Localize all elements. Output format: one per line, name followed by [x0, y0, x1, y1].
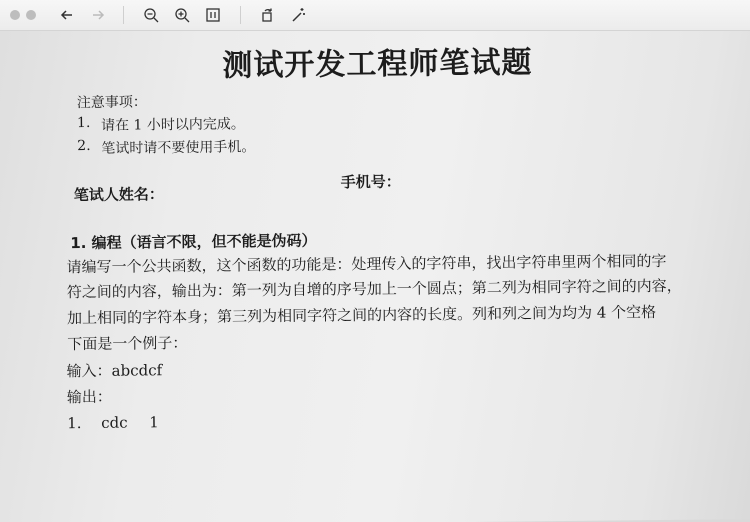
- notice-item-1-number: 1.: [76, 114, 91, 132]
- toolbar-separator: [240, 6, 241, 24]
- question-line-2: 符之间的内容，输出为：第一列为自增的序号加上一个圆点；第二列为相同字符之间的内容，: [66, 276, 682, 302]
- page-title: 测试开发工程师笔试题: [222, 45, 533, 84]
- close-icon[interactable]: [10, 10, 20, 20]
- viewer-toolbar: [0, 0, 750, 31]
- output-row-number: 1.: [67, 414, 82, 433]
- phone-number-label: 手机号：: [340, 172, 401, 192]
- notice-heading: 注意事项：: [76, 94, 147, 112]
- rotate-icon[interactable]: [256, 5, 278, 25]
- zoom-out-icon[interactable]: [140, 5, 162, 25]
- question-line-4: 下面是一个例子：: [67, 333, 188, 354]
- fit-page-icon[interactable]: [202, 5, 224, 25]
- notice-item-2-text: 笔试时请不要使用手机。: [101, 139, 256, 157]
- notice-item-1-text: 请在 1 小时以内完成。: [100, 116, 245, 134]
- example-output-label: 输出：: [66, 387, 112, 407]
- output-row-content: cdc: [101, 413, 128, 432]
- notice-item-2-number: 2.: [77, 137, 91, 155]
- example-input: 输入：abcdcf: [66, 361, 163, 381]
- question-line-1: 请编写一个公共函数，这个函数的功能是：处理传入的字符串，找出字符串里两个相同的字: [66, 251, 667, 277]
- back-arrow-icon[interactable]: [56, 5, 78, 25]
- photographed-paper: [0, 31, 750, 522]
- document-viewer: [0, 31, 750, 522]
- zoom-in-icon[interactable]: [171, 5, 193, 25]
- magic-wand-icon[interactable]: [287, 5, 309, 25]
- forward-arrow-icon[interactable]: [87, 5, 109, 25]
- output-row-length: 1: [149, 413, 159, 432]
- question-line-3: 加上相同的字符本身；第三列为相同字符之间的内容的长度。列和列之间为均为 4 个空格: [66, 303, 657, 328]
- candidate-name-label: 笔试人姓名：: [73, 185, 164, 205]
- minimize-icon[interactable]: [26, 10, 36, 20]
- question-heading: 1. 编程（语言不限，但不能是伪码）: [70, 231, 317, 253]
- toolbar-separator: [123, 6, 124, 24]
